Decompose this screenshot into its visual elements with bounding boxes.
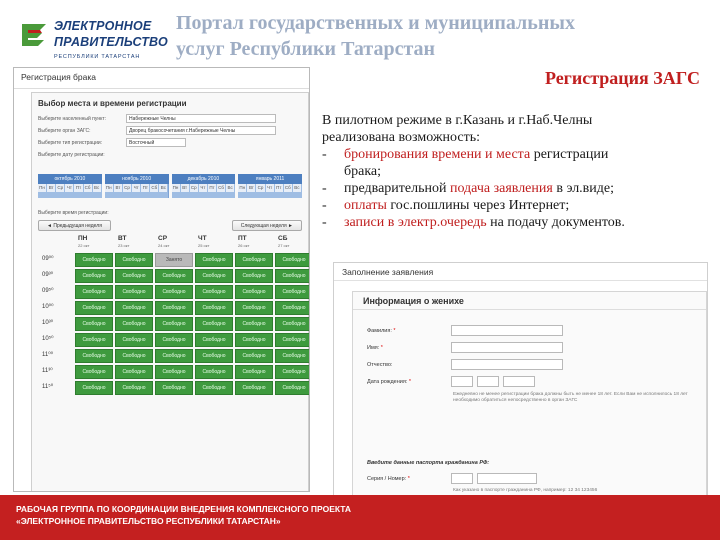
free-slot[interactable]: Свободно xyxy=(75,301,113,315)
time-label: 11⁵⁰ xyxy=(42,384,54,390)
calendar-grid xyxy=(38,184,102,198)
free-slot[interactable]: Свободно xyxy=(275,253,310,267)
calendar-month-title: октябрь 2010 xyxy=(38,174,102,184)
feature-text-pre: предварительной xyxy=(344,181,450,196)
registration-type-select[interactable]: Восточный xyxy=(126,138,186,147)
time-label: 10³⁰ xyxy=(42,320,54,326)
pilot-description xyxy=(322,112,718,231)
calendar-grid xyxy=(105,184,169,198)
calendar-day-cell[interactable] xyxy=(105,197,114,198)
free-slot[interactable]: Свободно xyxy=(115,253,153,267)
birth-month-input[interactable] xyxy=(477,376,499,387)
calendar-weekday: Сб xyxy=(284,184,293,193)
calendar-day-cell[interactable] xyxy=(47,197,56,198)
free-slot[interactable]: Свободно xyxy=(195,285,233,299)
weekday-name: ПТ xyxy=(238,235,247,242)
calendar-day-cell[interactable] xyxy=(238,197,247,198)
feature-text: в эл.виде; xyxy=(552,181,615,196)
calendar-day-cell[interactable] xyxy=(293,197,302,198)
weekday-date: 23 окт xyxy=(118,243,130,248)
logo-text-line3: РЕСПУБЛИКИ ТАТАРСТАН xyxy=(54,54,141,60)
time-label: 09³⁰ xyxy=(42,272,54,278)
free-slot[interactable]: Свободно xyxy=(235,365,273,379)
time-label: 09⁰⁰ xyxy=(42,256,54,262)
calendar-day-cell[interactable] xyxy=(74,197,83,198)
calendar-weekday: Пн xyxy=(238,184,247,193)
registration-type-field xyxy=(38,137,302,148)
free-slot[interactable]: Свободно xyxy=(75,381,113,395)
free-slot[interactable]: Свободно xyxy=(235,301,273,315)
calendar-day-cell[interactable] xyxy=(199,197,208,198)
free-slot[interactable]: Свободно xyxy=(155,301,193,315)
registry-office-select[interactable]: Дворец бракосочетания г.Набережные Челны xyxy=(126,126,276,135)
free-slot[interactable]: Свободно xyxy=(275,333,310,347)
calendar-weekday: Пн xyxy=(105,184,114,193)
free-slot[interactable]: Свободно xyxy=(275,381,310,395)
passport-number-input[interactable] xyxy=(477,473,537,484)
footer-banner xyxy=(0,495,720,540)
free-slot[interactable]: Свободно xyxy=(195,317,233,331)
calendar-weekday: Чт xyxy=(65,184,74,193)
time-slot-row xyxy=(38,316,306,331)
weekday-name: ЧТ xyxy=(198,235,207,242)
locality-field xyxy=(38,113,302,124)
calendar-weekday: Сб xyxy=(150,184,159,193)
free-slot[interactable]: Свободно xyxy=(115,285,153,299)
name-input[interactable] xyxy=(451,342,563,353)
free-slot[interactable]: Свободно xyxy=(195,349,233,363)
free-slot[interactable]: Свободно xyxy=(195,269,233,283)
box-title: Информация о женихе xyxy=(353,292,706,310)
calendar-weekday: Пн xyxy=(172,184,181,193)
free-slot[interactable]: Свободно xyxy=(275,349,310,363)
week-header xyxy=(38,235,302,249)
free-slot[interactable]: Свободно xyxy=(275,269,310,283)
name-label: Имя: * xyxy=(367,345,383,351)
government-logo xyxy=(18,14,168,64)
free-slot[interactable]: Свободно xyxy=(195,253,233,267)
free-slot[interactable]: Свободно xyxy=(155,269,193,283)
calendar-weekday: Ср xyxy=(256,184,265,193)
item-dash: - xyxy=(322,198,327,213)
field-label: Выберите тип регистрации: xyxy=(38,139,103,146)
calendar-weekday: Пт xyxy=(275,184,284,193)
calendar-weekday: Пт xyxy=(74,184,83,193)
weekday-date: 24 окт xyxy=(158,243,170,248)
marriage-registration-screenshot xyxy=(13,67,310,492)
surname-input[interactable] xyxy=(451,325,563,336)
calendar-day-cell[interactable] xyxy=(284,197,293,198)
groom-info-box xyxy=(352,291,707,502)
time-slot-row xyxy=(38,252,306,267)
calendar-weekday: Вс xyxy=(159,184,168,193)
birth-day-input[interactable] xyxy=(451,376,473,387)
free-slot[interactable]: Свободно xyxy=(75,269,113,283)
calendar-day-cell[interactable] xyxy=(38,197,47,198)
free-slot[interactable]: Свободно xyxy=(235,381,273,395)
calendar-weekday: Сб xyxy=(217,184,226,193)
time-slot-row xyxy=(38,268,306,283)
free-slot[interactable]: Свободно xyxy=(115,381,153,395)
calendar-weekday: Чт xyxy=(132,184,141,193)
calendar-grid xyxy=(172,184,236,198)
next-week-label: Следующая неделя xyxy=(240,223,287,229)
feature-text-cont: брака; xyxy=(344,164,382,179)
calendar-day-cell[interactable] xyxy=(226,197,235,198)
passport-label: Серия / Номер: * xyxy=(367,476,410,482)
passport-note: Как указано в паспорте гражданина РФ, например: 12 34 123456 xyxy=(453,488,598,493)
previous-week-button[interactable]: ◄ Предыдущая неделя xyxy=(38,220,111,231)
weekday-date: 27 окт xyxy=(278,243,290,248)
free-slot[interactable]: Свободно xyxy=(75,317,113,331)
calendar-day-cell[interactable] xyxy=(65,197,74,198)
calendar-weekday: Чт xyxy=(266,184,275,193)
application-form-screenshot xyxy=(333,262,708,502)
free-slot[interactable]: Свободно xyxy=(275,365,310,379)
birth-date-label: Дата рождения: * xyxy=(367,379,411,385)
field-label: Выберите населенный пункт: xyxy=(38,115,107,122)
free-slot[interactable]: Свободно xyxy=(115,269,153,283)
birth-year-input[interactable] xyxy=(503,376,535,387)
free-slot[interactable]: Свободно xyxy=(155,349,193,363)
free-slot[interactable]: Свободно xyxy=(115,349,153,363)
free-slot[interactable]: Свободно xyxy=(155,317,193,331)
free-slot[interactable]: Свободно xyxy=(115,301,153,315)
weekday-name: ВТ xyxy=(118,235,127,242)
free-slot[interactable]: Свободно xyxy=(75,349,113,363)
weekday-date: 25 окт xyxy=(198,243,210,248)
free-slot[interactable]: Свободно xyxy=(195,333,233,347)
footer-line1: РАБОЧАЯ ГРУППА ПО КООРДИНАЦИИ ВНЕДРЕНИЯ КОМПЛЕКСНОГО ПРОЕКТА xyxy=(16,504,352,514)
time-label: Выберите время регистрации: xyxy=(38,210,109,216)
calendar-weekday: Вт xyxy=(247,184,256,193)
calendar-weekday: Пт xyxy=(208,184,217,193)
weekday-header xyxy=(114,235,154,249)
calendar-weekday: Вс xyxy=(93,184,102,193)
field-label: Выберите дату регистрации: xyxy=(38,151,105,158)
surname-label: Фамилия: * xyxy=(367,328,396,334)
weekday-name: СР xyxy=(158,235,168,242)
locality-select[interactable]: Набережные Челны xyxy=(126,114,276,123)
weekday-date: 22 окт xyxy=(78,243,90,248)
age-note: Ежедневно не менее регистрации брака должны быть не менее 18 лет. Если Вам не исполнилось 18 лет необходимо обратиться непосредственно в орган ЗАГС xyxy=(453,392,688,404)
calendar-day-cell[interactable] xyxy=(275,197,284,198)
free-slot[interactable]: Свободно xyxy=(75,285,113,299)
calendar-day-cell[interactable] xyxy=(93,197,102,198)
free-slot[interactable]: Свободно xyxy=(235,349,273,363)
calendar-day-cell[interactable] xyxy=(217,197,226,198)
free-slot[interactable]: Свободно xyxy=(235,285,273,299)
previous-week-label: Предыдущая неделя xyxy=(53,223,102,229)
free-slot[interactable]: Свободно xyxy=(195,365,233,379)
calendar-month-title: ноябрь 2010 xyxy=(105,174,169,184)
time-slot-row xyxy=(38,348,306,363)
feature-item xyxy=(322,146,718,180)
logo-text-line2: ПРАВИТЕЛЬСТВО xyxy=(54,35,168,49)
calendar-day-cell[interactable] xyxy=(247,197,256,198)
registration-place-time-form xyxy=(31,92,309,492)
panel-title: Заполнение заявления xyxy=(334,263,707,281)
page-title xyxy=(176,10,706,62)
time-slot-row xyxy=(38,284,306,299)
calendar-weekday: Вт xyxy=(181,184,190,193)
field-label: Выберите орган ЗАГС: xyxy=(38,127,91,134)
calendar-weekday: Вт xyxy=(114,184,123,193)
weekday-header xyxy=(274,235,310,249)
time-slot-row xyxy=(38,364,306,379)
calendar-weekday: Ср xyxy=(123,184,132,193)
calendar-day-cell[interactable] xyxy=(256,197,265,198)
busy-slot[interactable]: Занято xyxy=(155,253,193,267)
weekday-header xyxy=(234,235,274,249)
calendar-weekday: Сб xyxy=(84,184,93,193)
time-slot-grid xyxy=(38,252,306,395)
calendar-month-title: декабрь 2010 xyxy=(172,174,236,184)
free-slot[interactable]: Свободно xyxy=(75,333,113,347)
feature-text: на подачу документов. xyxy=(486,215,625,230)
free-slot[interactable]: Свободно xyxy=(275,317,310,331)
calendar-day-cell[interactable] xyxy=(172,197,181,198)
month-calendar xyxy=(105,174,169,198)
week-navigation xyxy=(38,220,302,231)
free-slot[interactable]: Свободно xyxy=(155,365,193,379)
free-slot[interactable]: Свободно xyxy=(155,285,193,299)
calendar-day-cell[interactable] xyxy=(190,197,199,198)
passport-series-input[interactable] xyxy=(451,473,473,484)
calendar-weekday: Чт xyxy=(199,184,208,193)
calendar-day-cell[interactable] xyxy=(132,197,141,198)
calendar-day-cell[interactable] xyxy=(141,197,150,198)
patronymic-input[interactable] xyxy=(451,359,563,370)
calendar-grid xyxy=(238,184,302,198)
time-slot-row xyxy=(38,332,306,347)
item-dash: - xyxy=(322,147,327,162)
passport-header: Введите данные паспорта гражданина РФ: xyxy=(367,460,490,466)
page-title-line1: Портал государственных и муниципальных xyxy=(176,12,575,34)
free-slot[interactable]: Свободно xyxy=(115,317,153,331)
free-slot[interactable]: Свободно xyxy=(275,301,310,315)
calendar-day-cell[interactable] xyxy=(56,197,65,198)
month-calendar xyxy=(172,174,236,198)
feature-item xyxy=(322,214,718,231)
free-slot[interactable]: Свободно xyxy=(235,317,273,331)
intro-line1: В пилотном режиме в г.Казань и г.Наб.Челны xyxy=(322,113,593,128)
free-slot[interactable]: Свободно xyxy=(195,381,233,395)
feature-highlight: записи в электр.очередь xyxy=(344,215,487,230)
registry-office-field xyxy=(38,125,302,136)
time-slot-row xyxy=(38,380,306,395)
free-slot[interactable]: Свободно xyxy=(155,381,193,395)
weekday-name: ПН xyxy=(78,235,88,242)
intro-line2: реализована возможность: xyxy=(322,130,480,145)
free-slot[interactable]: Свободно xyxy=(275,285,310,299)
page-title-line2: услуг Республики Татарстан xyxy=(176,38,436,60)
time-label: 09⁵⁰ xyxy=(42,288,54,294)
free-slot[interactable]: Свободно xyxy=(115,333,153,347)
week-header-spacer xyxy=(38,235,74,249)
page-subtitle: Регистрация ЗАГС xyxy=(544,68,700,88)
free-slot[interactable]: Свободно xyxy=(75,365,113,379)
time-label: 10⁵⁰ xyxy=(42,336,54,342)
calendar-weekday: Вт xyxy=(47,184,56,193)
feature-item xyxy=(322,180,718,197)
calendar-weekday: Пт xyxy=(141,184,150,193)
calendar-day-cell[interactable] xyxy=(114,197,123,198)
calendar-day-cell[interactable] xyxy=(150,197,159,198)
feature-text: гос.пошлины через Интернет; xyxy=(386,198,570,213)
free-slot[interactable]: Свободно xyxy=(155,333,193,347)
free-slot[interactable]: Свободно xyxy=(235,269,273,283)
next-week-button[interactable]: Следующая неделя ► xyxy=(232,220,302,231)
footer-line2: «ЭЛЕКТРОННОЕ ПРАВИТЕЛЬСТВО РЕСПУБЛИКИ ТАТАРСТАН» xyxy=(16,516,281,526)
free-slot[interactable]: Свободно xyxy=(235,333,273,347)
panel-title: Регистрация брака xyxy=(14,68,309,89)
feature-highlight: бронирования времени и места xyxy=(344,147,531,162)
free-slot[interactable]: Свободно xyxy=(195,301,233,315)
weekday-header xyxy=(154,235,194,249)
calendar-day-cell[interactable] xyxy=(208,197,217,198)
item-dash: - xyxy=(322,181,327,196)
free-slot[interactable]: Свободно xyxy=(115,365,153,379)
feature-item xyxy=(322,197,718,214)
e-government-logo-icon xyxy=(18,18,50,50)
weekday-header xyxy=(74,235,114,249)
feature-highlight: подача заявления xyxy=(449,181,553,196)
date-calendars xyxy=(38,174,302,198)
item-dash: - xyxy=(322,215,327,230)
weekday-name: СБ xyxy=(278,235,288,242)
calendar-weekday: Вс xyxy=(226,184,235,193)
feature-text: регистрации xyxy=(530,147,609,162)
free-slot[interactable]: Свободно xyxy=(235,253,273,267)
month-calendar xyxy=(38,174,102,198)
section-title: Выбор места и времени регистрации xyxy=(38,99,187,108)
time-label: 11³⁰ xyxy=(42,368,53,374)
calendar-day-cell[interactable] xyxy=(181,197,190,198)
calendar-day-cell[interactable] xyxy=(123,197,132,198)
time-label: 11⁰⁰ xyxy=(42,352,54,358)
free-slot[interactable]: Свободно xyxy=(75,253,113,267)
calendar-weekday: Вс xyxy=(293,184,302,193)
time-slot-row xyxy=(38,300,306,315)
calendar-day-cell[interactable] xyxy=(84,197,93,198)
calendar-weekday: Ср xyxy=(56,184,65,193)
weekday-date: 26 окт xyxy=(238,243,250,248)
month-calendar xyxy=(238,174,302,198)
calendar-day-cell[interactable] xyxy=(159,197,168,198)
calendar-day-cell[interactable] xyxy=(266,197,275,198)
calendar-weekday: Пн xyxy=(38,184,47,193)
logo-text-line1: ЭЛЕКТРОННОЕ xyxy=(54,19,152,33)
time-label: 10⁰⁰ xyxy=(42,304,54,310)
calendar-month-title: январь 2011 xyxy=(238,174,302,184)
patronymic-label: Отчество: xyxy=(367,362,393,368)
calendar-weekday: Ср xyxy=(190,184,199,193)
weekday-header xyxy=(194,235,234,249)
registration-date-field xyxy=(38,149,302,160)
feature-highlight: оплаты xyxy=(344,198,387,213)
